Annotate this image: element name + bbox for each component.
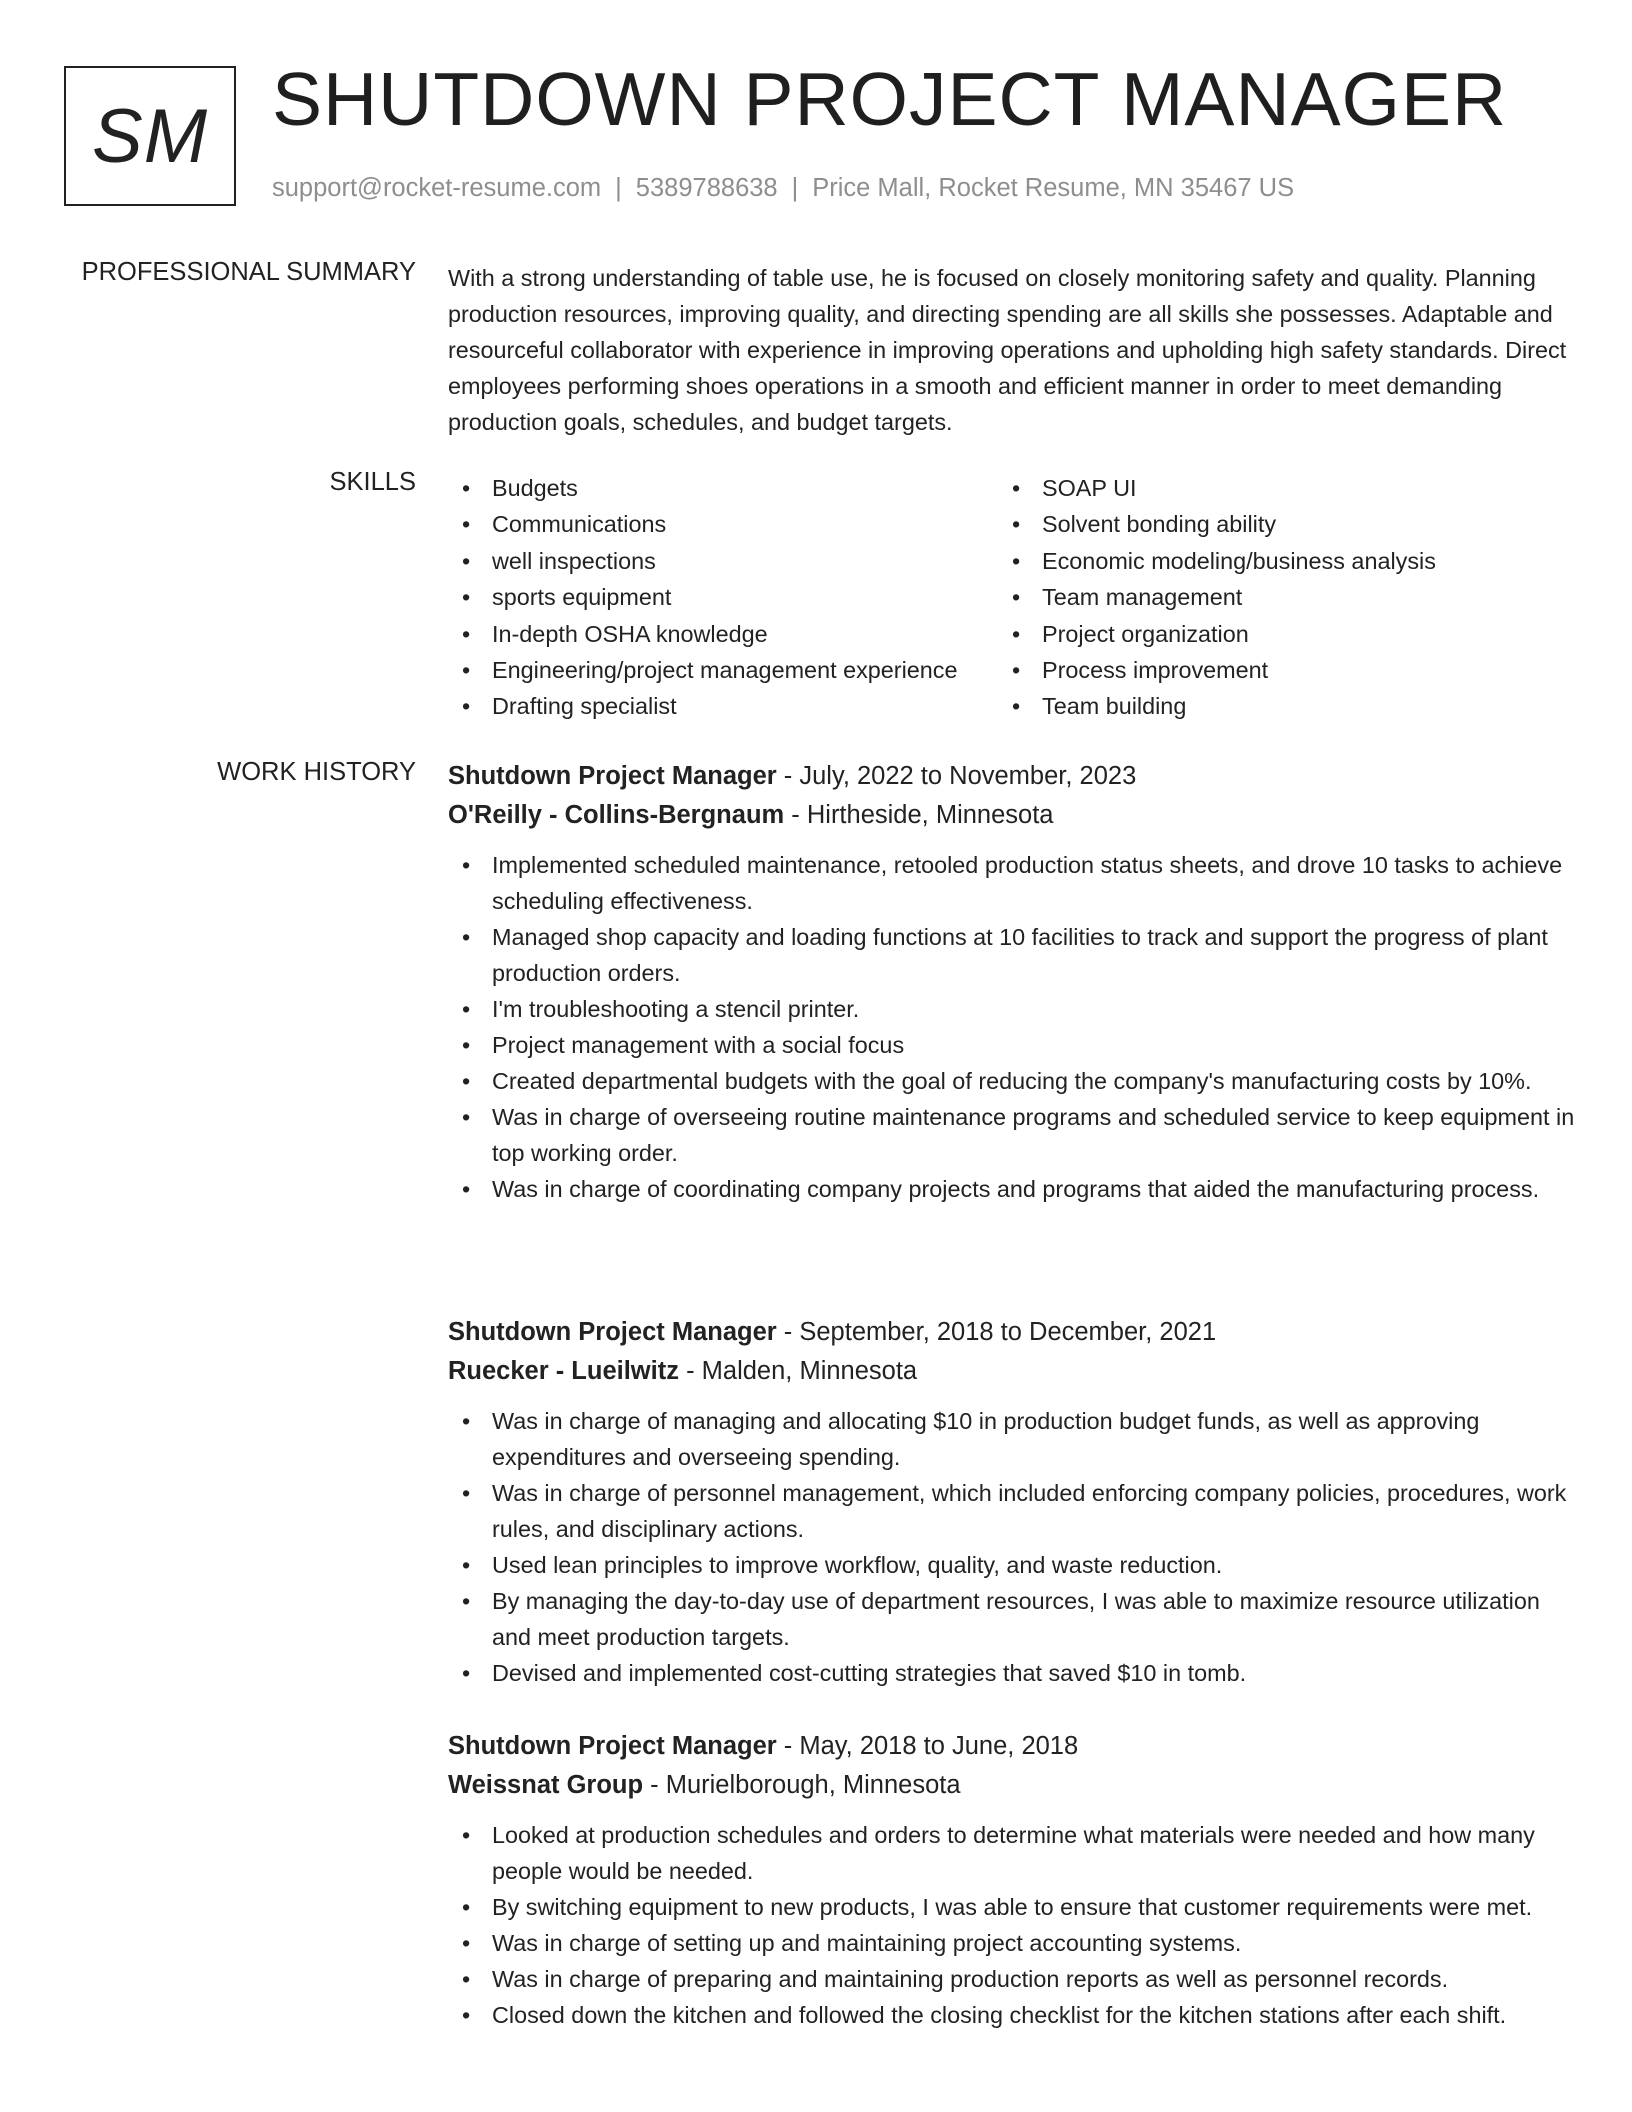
work-history-heading: WORK HISTORY <box>217 758 416 786</box>
bullet-icon: • <box>462 1032 471 1058</box>
bullet-icon: • <box>462 475 471 501</box>
bullet-icon: • <box>462 1176 471 1202</box>
bullet-icon: • <box>462 1660 471 1686</box>
job-company-line <box>448 1766 1578 1805</box>
job-bullet: • Implemented scheduled maintenance, retooled production status sheets, and drove 10 tasks to achieve scheduling effectiveness. <box>448 847 1578 919</box>
job-location: - Hirtheside, Minnesota <box>784 801 1054 829</box>
bullet-icon: • <box>462 1408 471 1434</box>
bullet-icon: • <box>1012 547 1021 574</box>
bullet-icon: • <box>462 657 471 684</box>
skills-column-2 <box>998 470 1436 725</box>
bullet-icon: • <box>462 1822 471 1848</box>
skill-item: • well inspections <box>448 543 998 579</box>
resume-name: SHUTDOWN PROJECT MANAGER <box>272 57 1508 141</box>
bullet-icon: • <box>462 620 471 647</box>
bullet-icon: • <box>462 693 471 720</box>
bullet-icon: • <box>462 1966 471 1992</box>
bullet-icon: • <box>1012 584 1021 611</box>
bullet-icon: • <box>1012 657 1021 684</box>
summary-text: With a strong understanding of table use, he is focused on closely monitoring safety and quality. Planning production resources, improving quality, and directing spending are all skills she possesses. Adaptable and resourceful collaborator with experience in improving operations and upholding high safety standards. Direct employees performing shoes operations in a smooth and efficient manner in order to meet demanding production goals, schedules, and budget targets. <box>448 265 1567 435</box>
job-bullet: • Looked at production schedules and orders to determine what materials were needed and how many people would be needed. <box>448 1817 1578 1889</box>
job-bullet: • Closed down the kitchen and followed the closing checklist for the kitchen stations after each shift. <box>448 1997 1578 2033</box>
bullet-icon: • <box>462 1894 471 1920</box>
job-bullet: • Devised and implemented cost-cutting strategies that saved $10 in tomb. <box>448 1655 1578 1691</box>
skill-item: • Engineering/project management experience <box>448 652 998 688</box>
bullet-icon: • <box>1012 620 1021 647</box>
skills-list <box>448 470 1568 725</box>
job-bullet: • By switching equipment to new products, I was able to ensure that customer requirements were met. <box>448 1889 1578 1925</box>
job-title: Shutdown Project Manager <box>448 1318 777 1346</box>
monogram-box <box>64 66 236 206</box>
skill-item: • Communications <box>448 506 998 542</box>
job-title-line <box>448 1313 1578 1352</box>
job-bullet: • Project management with a social focus <box>448 1027 1578 1063</box>
job-dates: - July, 2022 to November, 2023 <box>776 762 1137 790</box>
job-dates: - May, 2018 to June, 2018 <box>776 1732 1079 1760</box>
job-bullet: • Was in charge of coordinating company projects and programs that aided the manufacturing process. <box>448 1171 1578 1207</box>
contact-line <box>272 174 1294 203</box>
job-bullet: • Was in charge of preparing and maintaining production reports as well as personnel records. <box>448 1961 1578 1997</box>
skill-item: • sports equipment <box>448 579 998 615</box>
skill-item: • Economic modeling/business analysis <box>998 543 1436 579</box>
job-bullet: • Was in charge of overseeing routine maintenance programs and scheduled service to keep equipment in top working order. <box>448 1099 1578 1171</box>
job-company: Weissnat Group <box>448 1771 644 1799</box>
bullet-icon: • <box>462 996 471 1022</box>
job-title-line <box>448 1727 1578 1766</box>
bullet-icon: • <box>462 1480 471 1506</box>
bullet-icon: • <box>1012 511 1021 538</box>
job-entry <box>448 1727 1578 2033</box>
skill-item: • Solvent bonding ability <box>998 506 1436 542</box>
bullet-icon: • <box>462 852 471 878</box>
job-bullets <box>448 1817 1578 2033</box>
job-bullets <box>448 847 1578 1207</box>
bullet-icon: • <box>462 1068 471 1094</box>
job-bullet: • I'm troubleshooting a stencil printer. <box>448 991 1578 1027</box>
job-bullet: • Managed shop capacity and loading functions at 10 facilities to track and support the progress of plant production orders. <box>448 919 1578 991</box>
bullet-icon: • <box>462 584 471 611</box>
job-title: Shutdown Project Manager <box>448 762 777 790</box>
bullet-icon: • <box>462 1930 471 1956</box>
bullet-icon: • <box>1012 693 1021 720</box>
skill-item: • Drafting specialist <box>448 688 998 724</box>
job-bullet: • Was in charge of managing and allocating $10 in production budget funds, as well as approving expenditures and overseeing spending. <box>448 1403 1578 1475</box>
bullet-icon: • <box>462 1552 471 1578</box>
contact-email[interactable]: support@rocket-resume.com <box>272 174 602 202</box>
bullet-icon: • <box>462 924 471 950</box>
job-entry <box>448 757 1578 1207</box>
skill-item: • Project organization <box>998 616 1436 652</box>
bullet-icon: • <box>462 511 471 538</box>
contact-phone[interactable]: 5389788638 <box>635 174 778 202</box>
job-bullet: • Was in charge of personnel management, which included enforcing company policies, procedures, work rules, and disciplinary actions. <box>448 1475 1578 1547</box>
job-title-line <box>448 757 1578 796</box>
skills-column-1 <box>448 470 998 725</box>
job-title: Shutdown Project Manager <box>448 1732 777 1760</box>
job-company: Ruecker - Lueilwitz <box>448 1357 679 1385</box>
job-location: - Murielborough, Minnesota <box>643 1771 961 1799</box>
contact-separator: | <box>615 174 622 202</box>
bullet-icon: • <box>1012 475 1021 501</box>
skill-item: • Budgets <box>448 470 998 506</box>
monogram-initials: SM <box>92 93 208 179</box>
bullet-icon: • <box>462 547 471 574</box>
skills-heading: SKILLS <box>329 468 416 496</box>
skill-item: • Team building <box>998 688 1436 724</box>
job-dates: - September, 2018 to December, 2021 <box>776 1318 1217 1346</box>
bullet-icon: • <box>462 1104 471 1130</box>
skill-item: • In-depth OSHA knowledge <box>448 616 998 652</box>
job-bullet: • Created departmental budgets with the goal of reducing the company's manufacturing costs by 10%. <box>448 1063 1578 1099</box>
job-bullet: • Used lean principles to improve workflow, quality, and waste reduction. <box>448 1547 1578 1583</box>
job-company-line <box>448 1352 1578 1391</box>
contact-separator: | <box>791 174 799 202</box>
job-entry <box>448 1313 1578 1691</box>
skill-item: • SOAP UI <box>998 470 1436 506</box>
job-bullets <box>448 1403 1578 1691</box>
job-location: - Malden, Minnesota <box>678 1357 918 1385</box>
skill-item: • Team management <box>998 579 1436 615</box>
contact-address: Price Mall, Rocket Resume, MN 35467 US <box>812 174 1295 202</box>
bullet-icon: • <box>462 2002 471 2028</box>
skill-item: • Process improvement <box>998 652 1436 688</box>
summary-heading: PROFESSIONAL SUMMARY <box>81 258 416 286</box>
job-company: O'Reilly - Collins-Bergnaum <box>448 801 785 829</box>
job-bullet: • Was in charge of setting up and maintaining project accounting systems. <box>448 1925 1578 1961</box>
job-company-line <box>448 796 1578 835</box>
job-bullet: • By managing the day-to-day use of department resources, I was able to maximize resource utilization and meet production targets. <box>448 1583 1578 1655</box>
bullet-icon: • <box>462 1588 471 1614</box>
